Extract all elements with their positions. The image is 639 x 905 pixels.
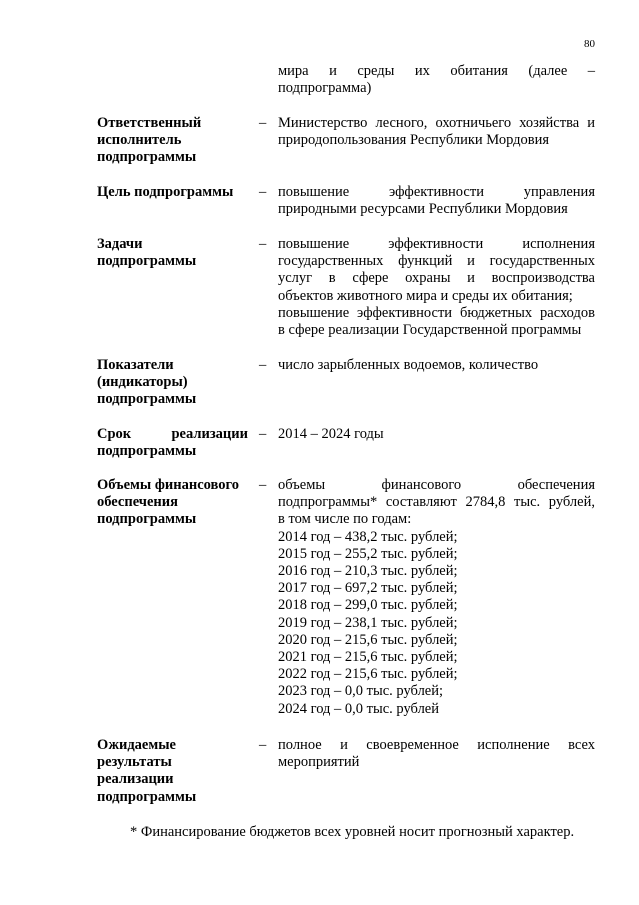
value-line: подпрограммы* составляют 2784,8 тыс. рублей, <box>278 494 595 511</box>
row-label <box>97 477 252 529</box>
value-line: природопользования Республики Мордовия <box>278 132 550 149</box>
value-line: объектов животного мира и среды их обитания; <box>278 287 573 304</box>
row-label <box>97 115 252 167</box>
row-label <box>97 236 252 270</box>
value-line: 2016 год – 210,3 тыс. рублей; <box>278 563 458 580</box>
value-line: 2021 год – 215,6 тыс. рублей; <box>278 649 458 666</box>
continuation-line: подпрограмма) <box>278 80 372 97</box>
value-line: 2022 год – 215,6 тыс. рублей; <box>278 666 458 683</box>
label-line: обеспечения <box>97 494 178 511</box>
value-line: 2014 – 2024 годы <box>278 426 384 442</box>
value-line: Министерство лесного, охотничьего хозяйства и <box>278 115 595 131</box>
value-line: природными ресурсами Республики Мордовия <box>278 201 568 218</box>
row-value <box>278 477 595 718</box>
label-line: подпрограммы <box>97 253 197 270</box>
value-line: 2015 год – 255,2 тыс. рублей; <box>278 545 458 562</box>
row-label <box>97 357 252 409</box>
value-line: мероприятий <box>278 754 360 771</box>
value-line: 2019 год – 238,1 тыс. рублей; <box>278 614 458 631</box>
value-line: в том числе по годам: <box>278 511 412 528</box>
value-line: число зарыбленных водоемов, количество <box>278 357 539 373</box>
label-line: подпрограммы <box>97 511 197 528</box>
label-line: Срок реализации <box>97 426 248 442</box>
value-line: 2020 год – 215,6 тыс. рублей; <box>278 631 458 648</box>
row-dash: – <box>259 184 267 200</box>
row-label <box>97 737 252 806</box>
label-line: подпрограммы <box>97 443 197 460</box>
footnote: * Финансирование бюджетов всех уровней носит прогнозный характер. <box>130 824 575 840</box>
row-label <box>97 184 252 201</box>
label-line: реализации <box>97 771 174 788</box>
value-line: повышение эффективности бюджетных расходов <box>278 304 595 321</box>
value-line: 2023 год – 0,0 тыс. рублей; <box>278 683 444 700</box>
value-line: услуг в сфере охраны и воспроизводства <box>278 270 595 287</box>
row-value <box>278 184 595 218</box>
value-line: повышение эффективности исполнения <box>278 236 595 252</box>
value-line: в сфере реализации Государственной программы <box>278 322 582 339</box>
value-line: 2014 год – 438,2 тыс. рублей; <box>278 528 458 545</box>
label-line: Цель подпрограммы <box>97 184 234 200</box>
continuation-text <box>278 63 595 97</box>
label-line: Объемы финансового <box>97 477 240 493</box>
row-value <box>278 236 595 339</box>
label-line: Ответственный <box>97 115 202 131</box>
label-line: (индикаторы) <box>97 374 188 391</box>
value-line: государственных функций и государственных <box>278 253 595 270</box>
row-dash: – <box>259 236 267 252</box>
label-line: исполнитель <box>97 132 182 149</box>
label-line: Показатели <box>97 357 174 373</box>
value-line: повышение эффективности управления <box>278 184 595 200</box>
label-line: Ожидаемые <box>97 737 176 753</box>
row-dash: – <box>259 115 267 131</box>
row-dash: – <box>259 426 267 442</box>
value-line: 2017 год – 697,2 тыс. рублей; <box>278 580 458 597</box>
value-line: полное и своевременное исполнение всех <box>278 737 595 753</box>
row-value <box>278 737 595 771</box>
row-value <box>278 426 595 443</box>
row-dash: – <box>259 737 267 753</box>
value-line: 2024 год – 0,0 тыс. рублей <box>278 700 440 717</box>
row-value <box>278 115 595 149</box>
row-dash: – <box>259 477 267 493</box>
continuation-line: мира и среды их обитания (далее – <box>278 63 595 79</box>
row-value <box>278 357 595 374</box>
value-line: 2018 год – 299,0 тыс. рублей; <box>278 597 458 614</box>
page-number: 80 <box>584 38 595 50</box>
label-line: подпрограммы <box>97 788 197 805</box>
row-label <box>97 426 252 460</box>
label-line: подпрограммы <box>97 149 197 166</box>
value-line: объемы финансового обеспечения <box>278 477 595 493</box>
label-line: результаты <box>97 754 172 771</box>
row-dash: – <box>259 357 267 373</box>
label-line: подпрограммы <box>97 391 197 408</box>
label-line: Задачи <box>97 236 143 252</box>
